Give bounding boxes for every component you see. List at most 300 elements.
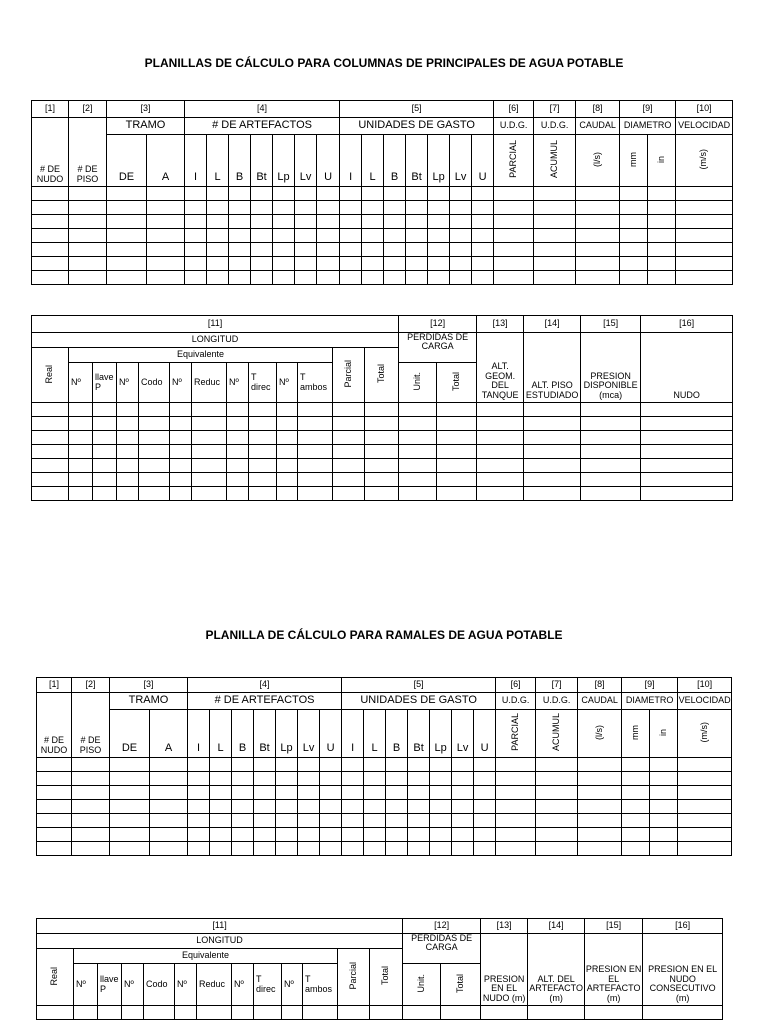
table-cell[interactable]: [650, 828, 678, 842]
table-cell[interactable]: [333, 403, 365, 417]
table-cell[interactable]: [229, 215, 251, 229]
table-cell[interactable]: [384, 187, 406, 201]
table-cell[interactable]: [333, 473, 365, 487]
table-cell[interactable]: [534, 187, 576, 201]
table-cell[interactable]: [276, 814, 298, 828]
table-cell[interactable]: [188, 842, 210, 856]
table-cell[interactable]: [430, 772, 452, 786]
table-cell[interactable]: [333, 459, 365, 473]
table-cell[interactable]: [254, 786, 276, 800]
table-cell[interactable]: [581, 459, 641, 473]
table-cell[interactable]: [620, 271, 648, 285]
table-cell[interactable]: [441, 1006, 481, 1020]
table-cell[interactable]: [428, 257, 450, 271]
table-cell[interactable]: [362, 257, 384, 271]
table-cell[interactable]: [342, 758, 364, 772]
table-cell[interactable]: [150, 786, 188, 800]
table-cell[interactable]: [534, 229, 576, 243]
table-cell[interactable]: [139, 459, 170, 473]
table-cell[interactable]: [273, 243, 295, 257]
table-cell[interactable]: [227, 487, 249, 501]
table-cell[interactable]: [641, 445, 733, 459]
table-cell[interactable]: [277, 487, 298, 501]
table-cell[interactable]: [232, 1006, 254, 1020]
table-cell[interactable]: [364, 786, 386, 800]
table-cell[interactable]: [472, 215, 494, 229]
table-cell[interactable]: [170, 417, 192, 431]
table-cell[interactable]: [576, 271, 620, 285]
table-cell[interactable]: [342, 786, 364, 800]
table-cell[interactable]: [524, 473, 581, 487]
table-cell[interactable]: [494, 229, 534, 243]
table-cell[interactable]: [384, 215, 406, 229]
table-cell[interactable]: [69, 417, 93, 431]
table-cell[interactable]: [406, 257, 428, 271]
table-cell[interactable]: [192, 487, 227, 501]
table-cell[interactable]: [406, 271, 428, 285]
table-cell[interactable]: [474, 814, 496, 828]
table-cell[interactable]: [150, 800, 188, 814]
table-cell[interactable]: [408, 772, 430, 786]
table-cell[interactable]: [317, 215, 340, 229]
table-cell[interactable]: [581, 417, 641, 431]
table-cell[interactable]: [254, 1006, 282, 1020]
table-cell[interactable]: [430, 842, 452, 856]
table-cell[interactable]: [37, 828, 72, 842]
table-cell[interactable]: [232, 786, 254, 800]
table-cell[interactable]: [207, 229, 229, 243]
table-cell[interactable]: [578, 772, 622, 786]
table-cell[interactable]: [69, 459, 93, 473]
table-cell[interactable]: [185, 229, 207, 243]
table-cell[interactable]: [277, 445, 298, 459]
table-cell[interactable]: [474, 800, 496, 814]
table-cell[interactable]: [317, 229, 340, 243]
table-cell[interactable]: [298, 473, 333, 487]
table-cell[interactable]: [676, 187, 733, 201]
table-cell[interactable]: [227, 403, 249, 417]
table-cell[interactable]: [298, 758, 320, 772]
table-cell[interactable]: [399, 431, 437, 445]
table-cell[interactable]: [472, 257, 494, 271]
table-cell[interactable]: [620, 187, 648, 201]
table-cell[interactable]: [474, 772, 496, 786]
table-cell[interactable]: [210, 758, 232, 772]
table-cell[interactable]: [496, 786, 536, 800]
table-cell[interactable]: [496, 800, 536, 814]
table-cell[interactable]: [676, 243, 733, 257]
table-cell[interactable]: [365, 403, 399, 417]
table-cell[interactable]: [32, 487, 69, 501]
table-cell[interactable]: [676, 229, 733, 243]
table-cell[interactable]: [69, 201, 107, 215]
table-cell[interactable]: [534, 215, 576, 229]
table-cell[interactable]: [117, 473, 139, 487]
table-cell[interactable]: [450, 201, 472, 215]
table-cell[interactable]: [295, 229, 317, 243]
table-cell[interactable]: [342, 814, 364, 828]
table-cell[interactable]: [576, 243, 620, 257]
table-cell[interactable]: [578, 814, 622, 828]
table-cell[interactable]: [277, 417, 298, 431]
table-cell[interactable]: [362, 215, 384, 229]
table-cell[interactable]: [37, 772, 72, 786]
table-cell[interactable]: [110, 800, 150, 814]
table-cell[interactable]: [496, 772, 536, 786]
table-cell[interactable]: [69, 243, 107, 257]
table-cell[interactable]: [524, 487, 581, 501]
table-cell[interactable]: [648, 271, 676, 285]
table-cell[interactable]: [276, 800, 298, 814]
table-cell[interactable]: [450, 187, 472, 201]
table-cell[interactable]: [333, 431, 365, 445]
table-cell[interactable]: [117, 459, 139, 473]
table-cell[interactable]: [620, 201, 648, 215]
table-cell[interactable]: [430, 814, 452, 828]
table-cell[interactable]: [254, 800, 276, 814]
table-cell[interactable]: [643, 1006, 723, 1020]
table-cell[interactable]: [472, 243, 494, 257]
table-cell[interactable]: [32, 473, 69, 487]
table-cell[interactable]: [210, 800, 232, 814]
table-cell[interactable]: [474, 786, 496, 800]
table-cell[interactable]: [340, 257, 362, 271]
table-cell[interactable]: [32, 445, 69, 459]
table-cell[interactable]: [362, 271, 384, 285]
table-cell[interactable]: [276, 758, 298, 772]
table-cell[interactable]: [117, 431, 139, 445]
table-cell[interactable]: [254, 814, 276, 828]
table-cell[interactable]: [676, 271, 733, 285]
table-cell[interactable]: [32, 243, 69, 257]
table-cell[interactable]: [298, 814, 320, 828]
table-cell[interactable]: [450, 243, 472, 257]
table-cell[interactable]: [430, 786, 452, 800]
table-cell[interactable]: [576, 201, 620, 215]
table-cell[interactable]: [295, 201, 317, 215]
table-cell[interactable]: [437, 403, 477, 417]
table-cell[interactable]: [399, 459, 437, 473]
table-cell[interactable]: [496, 842, 536, 856]
table-cell[interactable]: [536, 814, 578, 828]
table-cell[interactable]: [364, 758, 386, 772]
table-cell[interactable]: [496, 758, 536, 772]
table-cell[interactable]: [408, 842, 430, 856]
table-cell[interactable]: [340, 229, 362, 243]
table-cell[interactable]: [32, 431, 69, 445]
table-cell[interactable]: [472, 187, 494, 201]
table-cell[interactable]: [317, 243, 340, 257]
table-cell[interactable]: [650, 800, 678, 814]
table-cell[interactable]: [342, 842, 364, 856]
table-cell[interactable]: [408, 758, 430, 772]
table-cell[interactable]: [192, 417, 227, 431]
table-cell[interactable]: [578, 842, 622, 856]
table-cell[interactable]: [197, 1006, 232, 1020]
table-cell[interactable]: [437, 459, 477, 473]
table-cell[interactable]: [472, 201, 494, 215]
table-cell[interactable]: [365, 431, 399, 445]
table-cell[interactable]: [117, 445, 139, 459]
table-cell[interactable]: [452, 800, 474, 814]
table-cell[interactable]: [384, 229, 406, 243]
table-cell[interactable]: [362, 229, 384, 243]
table-cell[interactable]: [450, 229, 472, 243]
table-cell[interactable]: [232, 772, 254, 786]
table-cell[interactable]: [37, 814, 72, 828]
table-cell[interactable]: [295, 215, 317, 229]
table-cell[interactable]: [320, 814, 342, 828]
table-cell[interactable]: [528, 1006, 585, 1020]
table-cell[interactable]: [249, 459, 277, 473]
table-cell[interactable]: [139, 473, 170, 487]
table-cell[interactable]: [32, 257, 69, 271]
table-cell[interactable]: [210, 842, 232, 856]
table-cell[interactable]: [249, 403, 277, 417]
table-cell[interactable]: [320, 786, 342, 800]
table-cell[interactable]: [170, 473, 192, 487]
table-cell[interactable]: [37, 800, 72, 814]
table-cell[interactable]: [254, 828, 276, 842]
table-cell[interactable]: [472, 229, 494, 243]
table-cell[interactable]: [536, 842, 578, 856]
table-cell[interactable]: [585, 1006, 643, 1020]
table-cell[interactable]: [437, 487, 477, 501]
table-cell[interactable]: [477, 417, 524, 431]
table-cell[interactable]: [333, 487, 365, 501]
table-cell[interactable]: [406, 201, 428, 215]
table-cell[interactable]: [110, 758, 150, 772]
table-cell[interactable]: [536, 772, 578, 786]
table-cell[interactable]: [229, 229, 251, 243]
table-cell[interactable]: [399, 445, 437, 459]
table-cell[interactable]: [370, 1006, 403, 1020]
table-cell[interactable]: [122, 1006, 144, 1020]
table-cell[interactable]: [477, 473, 524, 487]
table-cell[interactable]: [622, 828, 650, 842]
table-cell[interactable]: [192, 403, 227, 417]
table-cell[interactable]: [450, 257, 472, 271]
table-cell[interactable]: [641, 403, 733, 417]
table-cell[interactable]: [139, 403, 170, 417]
table-cell[interactable]: [452, 772, 474, 786]
table-cell[interactable]: [229, 243, 251, 257]
table-cell[interactable]: [210, 772, 232, 786]
table-cell[interactable]: [494, 215, 534, 229]
table-cell[interactable]: [72, 800, 110, 814]
table-cell[interactable]: [365, 445, 399, 459]
table-cell[interactable]: [32, 187, 69, 201]
table-cell[interactable]: [93, 417, 117, 431]
table-cell[interactable]: [110, 842, 150, 856]
table-cell[interactable]: [578, 758, 622, 772]
table-cell[interactable]: [298, 445, 333, 459]
table-cell[interactable]: [147, 187, 185, 201]
table-cell[interactable]: [72, 772, 110, 786]
table-cell[interactable]: [295, 243, 317, 257]
table-cell[interactable]: [185, 243, 207, 257]
table-cell[interactable]: [340, 215, 362, 229]
table-cell[interactable]: [273, 257, 295, 271]
table-cell[interactable]: [536, 800, 578, 814]
table-cell[interactable]: [192, 459, 227, 473]
table-cell[interactable]: [232, 758, 254, 772]
table-cell[interactable]: [578, 828, 622, 842]
table-cell[interactable]: [37, 1006, 74, 1020]
table-cell[interactable]: [524, 431, 581, 445]
table-cell[interactable]: [641, 473, 733, 487]
table-cell[interactable]: [477, 431, 524, 445]
table-cell[interactable]: [450, 215, 472, 229]
table-cell[interactable]: [474, 842, 496, 856]
table-cell[interactable]: [298, 828, 320, 842]
table-cell[interactable]: [406, 215, 428, 229]
table-cell[interactable]: [298, 431, 333, 445]
table-cell[interactable]: [524, 417, 581, 431]
table-cell[interactable]: [150, 842, 188, 856]
table-cell[interactable]: [249, 473, 277, 487]
table-cell[interactable]: [581, 473, 641, 487]
table-cell[interactable]: [298, 487, 333, 501]
table-cell[interactable]: [185, 215, 207, 229]
table-cell[interactable]: [428, 187, 450, 201]
table-cell[interactable]: [282, 1006, 303, 1020]
table-cell[interactable]: [428, 243, 450, 257]
table-cell[interactable]: [139, 487, 170, 501]
table-cell[interactable]: [494, 187, 534, 201]
table-cell[interactable]: [362, 201, 384, 215]
table-cell[interactable]: [249, 445, 277, 459]
table-cell[interactable]: [384, 201, 406, 215]
table-cell[interactable]: [277, 431, 298, 445]
table-cell[interactable]: [276, 772, 298, 786]
table-cell[interactable]: [147, 257, 185, 271]
table-cell[interactable]: [365, 459, 399, 473]
table-cell[interactable]: [437, 417, 477, 431]
table-cell[interactable]: [227, 473, 249, 487]
table-cell[interactable]: [185, 187, 207, 201]
table-cell[interactable]: [362, 243, 384, 257]
table-cell[interactable]: [229, 257, 251, 271]
table-cell[interactable]: [622, 758, 650, 772]
table-cell[interactable]: [207, 243, 229, 257]
table-cell[interactable]: [273, 271, 295, 285]
table-cell[interactable]: [474, 758, 496, 772]
table-cell[interactable]: [72, 828, 110, 842]
table-cell[interactable]: [524, 445, 581, 459]
table-cell[interactable]: [232, 814, 254, 828]
table-cell[interactable]: [676, 215, 733, 229]
table-cell[interactable]: [648, 229, 676, 243]
table-cell[interactable]: [534, 257, 576, 271]
table-cell[interactable]: [107, 215, 147, 229]
table-cell[interactable]: [110, 772, 150, 786]
table-cell[interactable]: [107, 271, 147, 285]
table-cell[interactable]: [622, 842, 650, 856]
table-cell[interactable]: [170, 431, 192, 445]
table-cell[interactable]: [620, 243, 648, 257]
table-cell[interactable]: [622, 814, 650, 828]
table-cell[interactable]: [93, 487, 117, 501]
table-cell[interactable]: [185, 257, 207, 271]
table-cell[interactable]: [317, 187, 340, 201]
table-cell[interactable]: [232, 842, 254, 856]
table-cell[interactable]: [320, 758, 342, 772]
table-cell[interactable]: [210, 786, 232, 800]
table-cell[interactable]: [452, 758, 474, 772]
table-cell[interactable]: [69, 473, 93, 487]
table-cell[interactable]: [678, 758, 732, 772]
table-cell[interactable]: [185, 201, 207, 215]
table-cell[interactable]: [496, 814, 536, 828]
table-cell[interactable]: [477, 403, 524, 417]
table-cell[interactable]: [494, 257, 534, 271]
table-cell[interactable]: [494, 243, 534, 257]
table-cell[interactable]: [249, 417, 277, 431]
table-cell[interactable]: [428, 229, 450, 243]
table-cell[interactable]: [210, 828, 232, 842]
table-cell[interactable]: [37, 842, 72, 856]
table-cell[interactable]: [188, 800, 210, 814]
table-cell[interactable]: [452, 828, 474, 842]
table-cell[interactable]: [273, 201, 295, 215]
table-cell[interactable]: [477, 445, 524, 459]
table-cell[interactable]: [650, 814, 678, 828]
table-cell[interactable]: [386, 800, 408, 814]
table-cell[interactable]: [386, 828, 408, 842]
table-cell[interactable]: [32, 459, 69, 473]
table-cell[interactable]: [678, 800, 732, 814]
table-cell[interactable]: [581, 431, 641, 445]
table-cell[interactable]: [481, 1006, 528, 1020]
table-cell[interactable]: [578, 800, 622, 814]
table-cell[interactable]: [641, 417, 733, 431]
table-cell[interactable]: [147, 243, 185, 257]
table-cell[interactable]: [342, 800, 364, 814]
table-cell[interactable]: [147, 215, 185, 229]
table-cell[interactable]: [229, 187, 251, 201]
table-cell[interactable]: [641, 459, 733, 473]
table-cell[interactable]: [534, 271, 576, 285]
table-cell[interactable]: [207, 215, 229, 229]
table-cell[interactable]: [107, 201, 147, 215]
table-cell[interactable]: [251, 271, 273, 285]
table-cell[interactable]: [93, 445, 117, 459]
table-cell[interactable]: [69, 257, 107, 271]
table-cell[interactable]: [227, 417, 249, 431]
table-cell[interactable]: [232, 800, 254, 814]
table-cell[interactable]: [474, 828, 496, 842]
table-cell[interactable]: [581, 445, 641, 459]
table-cell[interactable]: [365, 417, 399, 431]
table-cell[interactable]: [298, 417, 333, 431]
table-cell[interactable]: [650, 842, 678, 856]
table-cell[interactable]: [298, 800, 320, 814]
table-cell[interactable]: [249, 487, 277, 501]
table-cell[interactable]: [37, 758, 72, 772]
table-cell[interactable]: [338, 1006, 370, 1020]
table-cell[interactable]: [188, 758, 210, 772]
table-cell[interactable]: [188, 772, 210, 786]
table-cell[interactable]: [37, 786, 72, 800]
table-cell[interactable]: [93, 431, 117, 445]
table-cell[interactable]: [534, 243, 576, 257]
table-cell[interactable]: [477, 487, 524, 501]
table-cell[interactable]: [69, 215, 107, 229]
table-cell[interactable]: [32, 201, 69, 215]
table-cell[interactable]: [403, 1006, 441, 1020]
table-cell[interactable]: [641, 487, 733, 501]
